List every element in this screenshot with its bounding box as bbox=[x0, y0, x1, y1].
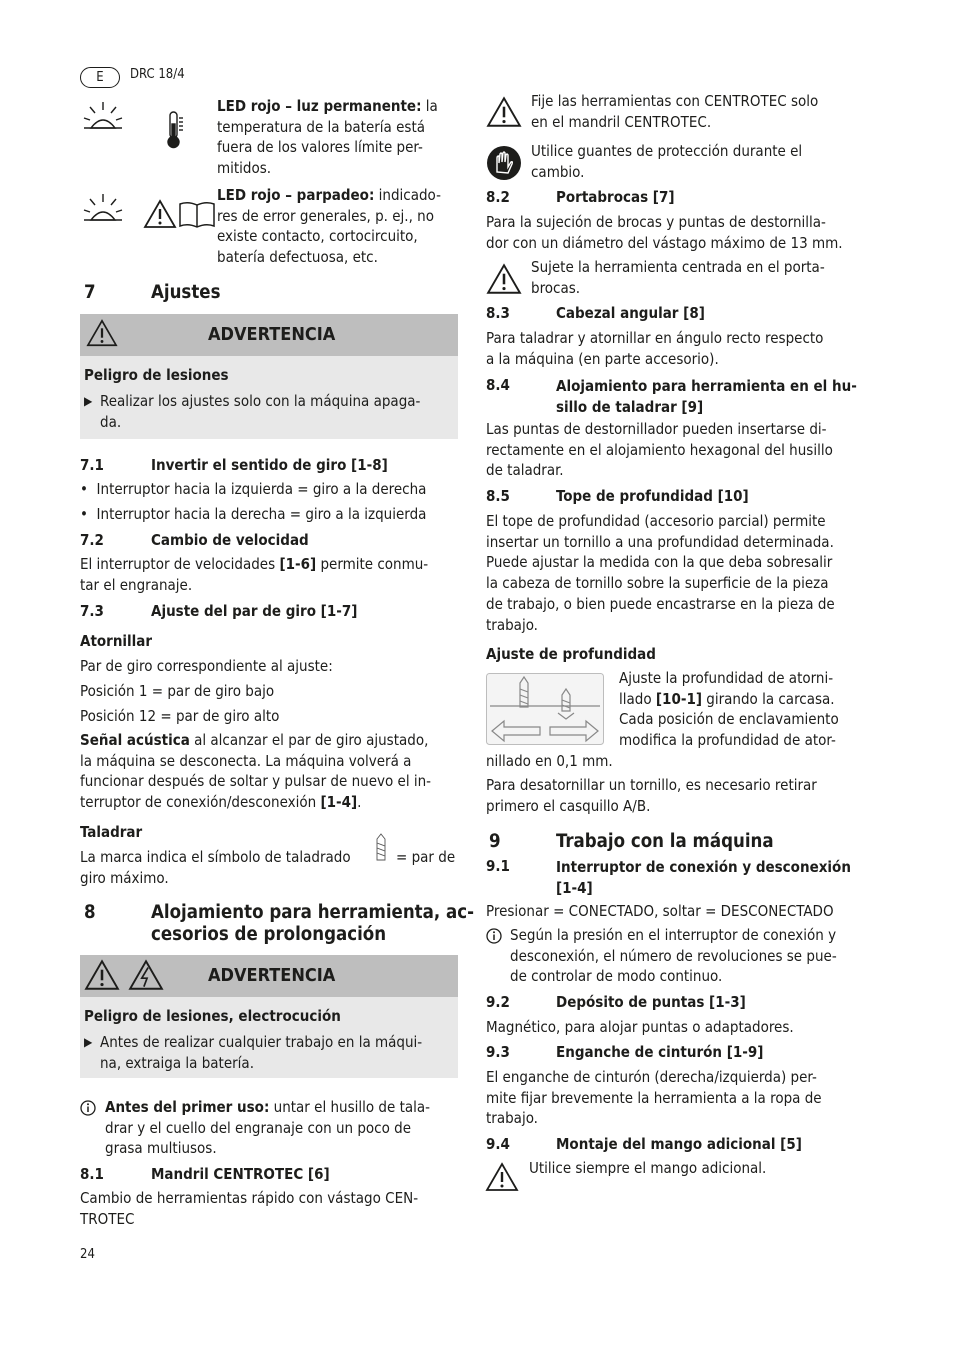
section-number: 8.1 bbox=[80, 1165, 104, 1183]
warning-box bbox=[80, 314, 458, 439]
section-title: Alojamiento para herramienta, ac- cesorios de prolongación bbox=[151, 902, 474, 945]
paragraph: Presionar = CONECTADO, soltar = DESCONECTADO bbox=[486, 902, 834, 920]
info-text: Según la presión en el interruptor de conexión y desconexión, el número de revoluciones se pue- de controlar de modo continuo. bbox=[510, 926, 837, 986]
section-number: 9.4 bbox=[486, 1135, 510, 1153]
language-badge: E bbox=[80, 67, 120, 88]
paragraph: Para taladrar y atornillar en ángulo recto respecto a la máquina (en parte accesorio). bbox=[486, 329, 824, 368]
paragraph: Par de giro correspondiente al ajuste: bbox=[80, 657, 333, 675]
subheading: Taladrar bbox=[80, 823, 143, 841]
arrow-icon: ▶ bbox=[84, 1035, 93, 1049]
section-title: Cabezal angular [8] bbox=[556, 304, 705, 322]
paragraph: = par de bbox=[396, 848, 456, 866]
warning-text: Antes de realizar cualquier trabajo en la máqui- na, extraiga la batería. bbox=[100, 1033, 423, 1072]
warning-icon bbox=[84, 958, 120, 992]
section-number: 7.3 bbox=[80, 602, 104, 620]
led-light-icon bbox=[82, 100, 124, 132]
section-title: Portabrocas [7] bbox=[556, 188, 675, 206]
subheading: Atornillar bbox=[80, 632, 153, 650]
info-icon bbox=[80, 1100, 96, 1116]
paragraph: La marca indica el símbolo de taladrado bbox=[80, 848, 351, 866]
section-number: 8.4 bbox=[486, 376, 510, 394]
paragraph: nillado en 0,1 mm. bbox=[486, 752, 613, 770]
warning-icon bbox=[143, 199, 177, 229]
paragraph: El enganche de cinturón (derecha/izquierda) per- mite fijar brevemente la herramienta a la ropa de trabajo. bbox=[486, 1068, 822, 1128]
warning-icon bbox=[486, 95, 522, 129]
paragraph: Utilice siempre el mango adicional. bbox=[529, 1159, 767, 1177]
list-item: • Interruptor hacia la derecha = giro a la izquierda bbox=[80, 505, 427, 523]
led-blink-icon bbox=[82, 192, 124, 224]
led-blink-text: LED rojo – parpadeo: indicado- res de error generales, p. ej., no existe contacto, cortocircuito, batería defectuosa, etc. bbox=[217, 186, 441, 267]
section-number: 8 bbox=[84, 902, 96, 923]
section-title: Enganche de cinturón [1-9] bbox=[556, 1043, 764, 1061]
paragraph: Utilice guantes de protección durante el cambio. bbox=[531, 142, 803, 181]
warning-box-header bbox=[80, 955, 458, 997]
info-icon bbox=[486, 928, 502, 944]
led-permanent-text: LED rojo – luz permanente: la temperatura de la batería está fuera de los valores límite per- mitidos. bbox=[217, 97, 438, 178]
arrow-icon: ▶ bbox=[84, 394, 93, 408]
paragraph: Señal acústica al alcanzar el par de giro ajustado, la máquina se desconecta. La máquina volverá a funcionar después de soltar y pulsar de nuevo el in- terruptor de conexión/desconexión [1-4]. bbox=[80, 731, 432, 812]
paragraph: Para la sujeción de brocas y puntas de destornilla- dor con un diámetro del vástago máximo de 13 mm. bbox=[486, 213, 843, 252]
section-number: 7.2 bbox=[80, 531, 104, 549]
section-number: 8.2 bbox=[486, 188, 510, 206]
paragraph: Ajuste la profundidad de atorni- llado [10-1] girando la carcasa. Cada posición de enclavamiento modifica la profundidad de ator- bbox=[619, 669, 839, 750]
paragraph: Cambio de herramientas rápido con vástago CEN- TROTEC bbox=[80, 1189, 419, 1228]
section-title: Trabajo con la máquina bbox=[556, 831, 774, 852]
warning-heading: ADVERTENCIA bbox=[208, 324, 336, 345]
warning-text: Realizar los ajustes solo con la máquina apaga- da. bbox=[100, 392, 421, 431]
section-title: Mandril CENTROTEC [6] bbox=[151, 1165, 330, 1183]
warning-title: Peligro de lesiones bbox=[84, 366, 229, 384]
section-title: Cambio de velocidad bbox=[151, 531, 309, 549]
section-number: 9 bbox=[489, 831, 501, 852]
section-title: Ajustes bbox=[151, 282, 221, 303]
list-item: • Interruptor hacia la izquierda = giro a la derecha bbox=[80, 480, 427, 498]
paragraph: Para desatornillar un tornillo, es necesario retirar primero el casquillo A/B. bbox=[486, 776, 817, 815]
section-number: 8.3 bbox=[486, 304, 510, 322]
warning-heading: ADVERTENCIA bbox=[208, 965, 336, 986]
gloves-icon bbox=[486, 145, 522, 181]
paragraph: El tope de profundidad (accesorio parcial) permite insertar un tornillo a una profundidad determinada. Puede ajustar la medida con la que deba sobresalir la cabeza de tornillo sobre la superficie de la pieza de trabajo, o bien puede encastrarse en la pieza de trabajo. bbox=[486, 512, 835, 634]
section-number: 9.3 bbox=[486, 1043, 510, 1061]
subheading: Ajuste de profundidad bbox=[486, 645, 656, 663]
electric-shock-icon bbox=[128, 958, 164, 992]
section-title: Depósito de puntas [1-3] bbox=[556, 993, 746, 1011]
section-title: Interruptor de conexión y desconexión [1-4] bbox=[556, 858, 851, 897]
depth-adjust-illustration bbox=[486, 673, 604, 745]
paragraph: Las puntas de destornillador pueden insertarse di- rectamente en el alojamiento hexagonal del husillo de taladrar. bbox=[486, 420, 833, 480]
section-title: Alojamiento para herramienta en el hu- sillo de taladrar [9] bbox=[556, 377, 857, 416]
section-title: Ajuste del par de giro [1-7] bbox=[151, 602, 358, 620]
warning-box bbox=[80, 955, 458, 1078]
thermometer-icon bbox=[164, 110, 186, 150]
manual-book-icon bbox=[178, 199, 216, 229]
warning-icon bbox=[486, 262, 522, 296]
section-title: Montaje del mango adicional [5] bbox=[556, 1135, 802, 1153]
paragraph: Sujete la herramienta centrada en el porta- brocas. bbox=[531, 258, 825, 297]
section-number: 7.1 bbox=[80, 456, 104, 474]
drill-icon bbox=[375, 833, 387, 863]
info-text: Antes del primer uso: untar el husillo de tala- drar y el cuello del engranaje con un poco de grasa multiusos. bbox=[105, 1098, 431, 1158]
paragraph: El interruptor de velocidades [1-6] permite conmu- tar el engranaje. bbox=[80, 555, 429, 594]
section-number: 7 bbox=[84, 282, 96, 303]
section-number: 9.1 bbox=[486, 857, 510, 875]
paragraph: Posición 12 = par de giro alto bbox=[80, 707, 280, 725]
warning-icon bbox=[485, 1161, 519, 1193]
warning-box-header bbox=[80, 314, 458, 356]
model-label: DRC 18/4 bbox=[130, 67, 185, 82]
page-number: 24 bbox=[80, 1247, 95, 1262]
warning-title: Peligro de lesiones, electrocución bbox=[84, 1007, 341, 1025]
paragraph: Posición 1 = par de giro bajo bbox=[80, 682, 275, 700]
section-number: 9.2 bbox=[486, 993, 510, 1011]
warning-icon bbox=[86, 318, 118, 348]
section-title: Invertir el sentido de giro [1-8] bbox=[151, 456, 388, 474]
section-number: 8.5 bbox=[486, 487, 510, 505]
paragraph: giro máximo. bbox=[80, 869, 169, 887]
paragraph: Fije las herramientas con CENTROTEC solo en el mandril CENTROTEC. bbox=[531, 92, 819, 131]
section-title: Tope de profundidad [10] bbox=[556, 487, 749, 505]
paragraph: Magnético, para alojar puntas o adaptadores. bbox=[486, 1018, 794, 1036]
